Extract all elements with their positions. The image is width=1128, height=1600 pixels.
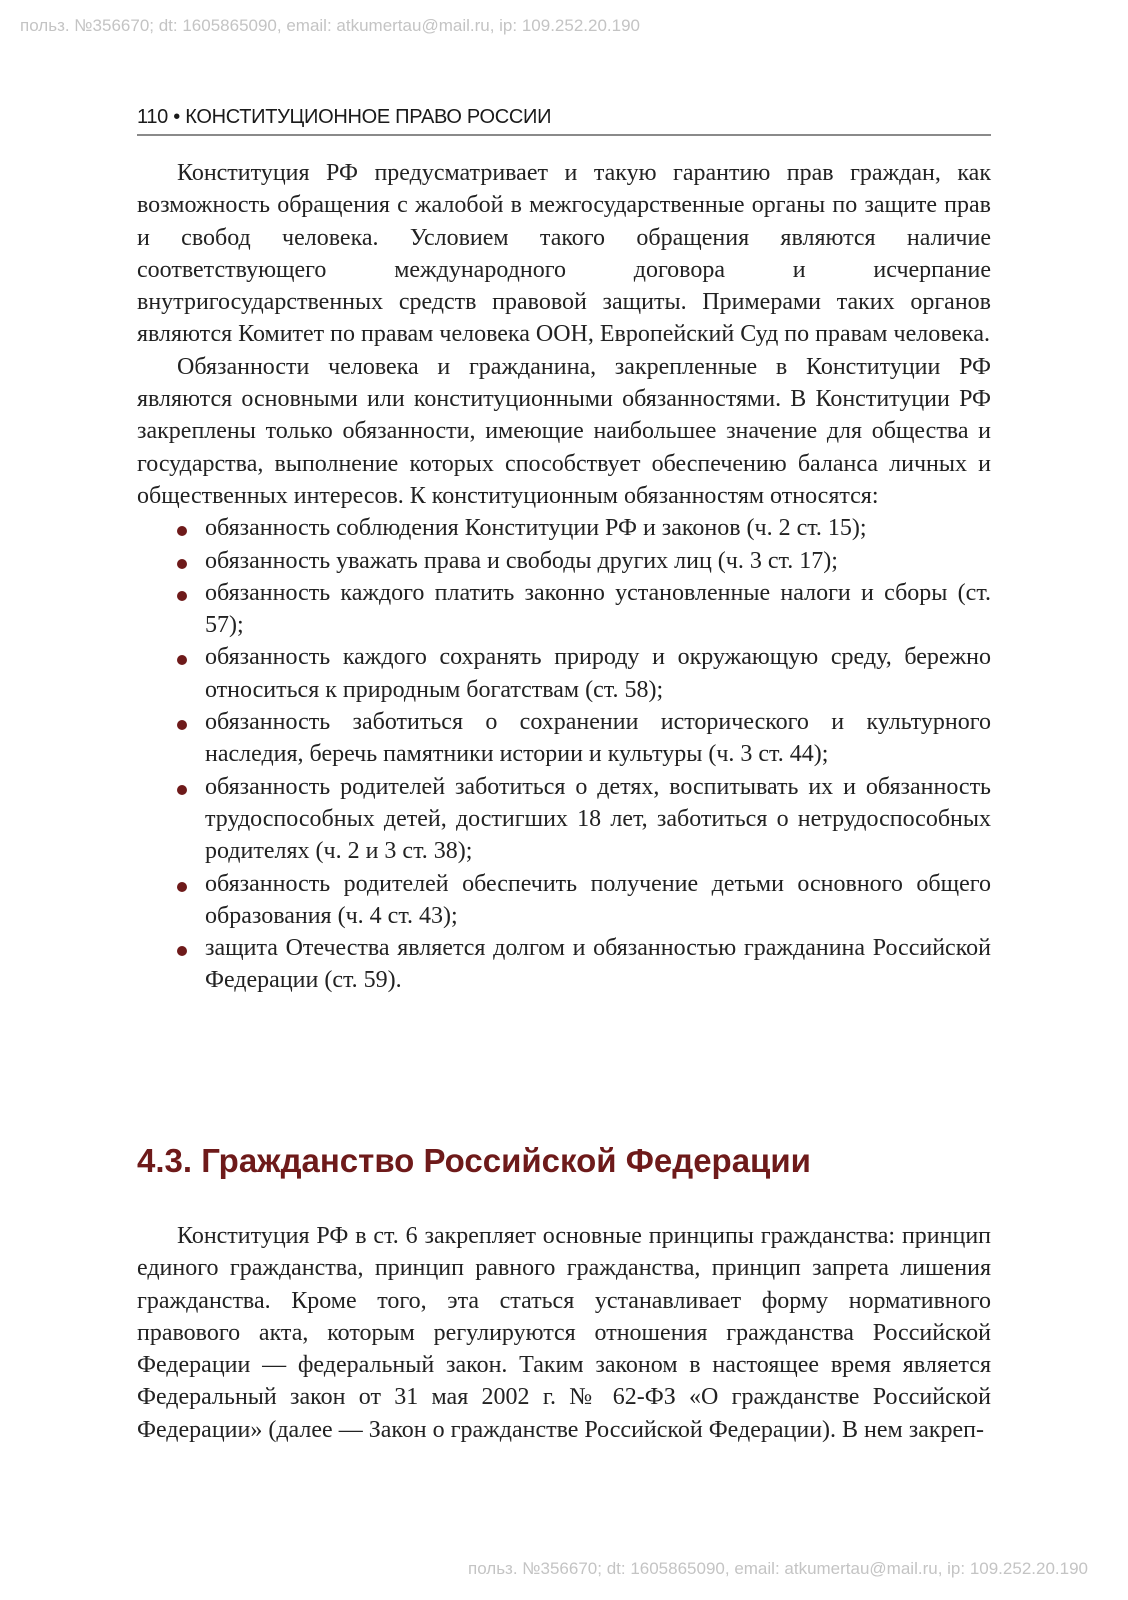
watermark-bottom: польз. №356670; dt: 1605865090, email: atkumertau@mail.ru, ip: 109.252.20.190 [467, 1559, 1088, 1578]
main-text-top [137, 157, 991, 997]
duties-list [137, 512, 991, 996]
list-item-text: обязанность родителей заботиться о детях, воспитывать их и обязанность трудоспособных детей, достигших 18 лет, заботиться о нетрудоспособных родителях (ч. 2 и 3 ст. 38); [205, 773, 991, 865]
list-item [137, 706, 991, 771]
list-item [137, 545, 991, 577]
paragraph-constitutional-duties: Обязанности человека и гражданина, закрепленные в Конституции РФ являются основными или конституционными обязанностями. В Конституции РФ закреплены только обязанности, имеющие наибольшее значение для общества и государства, выполнение которых способствует обеспечению баланса личных и общественных интересов. К конституционным обязанностям относятся: [137, 353, 991, 509]
list-item-text: обязанность соблюдения Конституции РФ и законов (ч. 2 ст. 15); [205, 515, 867, 542]
list-item-text: обязанность каждого сохранять природу и окружающую среду, бережно относиться к природным богатствам (ст. 58); [205, 644, 991, 703]
bullet-icon [177, 720, 187, 730]
list-item-text: обязанность каждого платить законно установленные налоги и сборы (ст. 57); [205, 579, 991, 639]
bullet-icon [177, 526, 187, 536]
bullet-icon [177, 591, 187, 601]
bullet-icon [177, 559, 187, 569]
section-heading: 4.3. Гражданство Российской Федерации [137, 1142, 811, 1179]
bullet-icon [177, 785, 187, 795]
running-header: 110 • КОНСТИТУЦИОННОЕ ПРАВО РОССИИ [137, 106, 991, 136]
bullet-icon [177, 882, 187, 892]
list-item-text: защита Отечества является долгом и обязанностью гражданина Российской Федерации (ст. 59). [205, 935, 991, 994]
bullet-icon [177, 946, 187, 956]
list-item [137, 512, 991, 544]
paragraph-rights-guarantee: Конституция РФ предусматривает и такую гарантию прав граждан, как возможность обращения с жалобой в межгосударственные органы по защите прав и свобод человека. Условием такого обращения являются наличие соответствующего международного договора и исчерпание внутригосударственных средств правовой защиты. Примерами таких органов являются Комитет по правам человека ООН, Европейский Суд по правам человека. [137, 160, 991, 348]
list-item [137, 932, 991, 997]
list-item-text: обязанность заботиться о сохранении исторического и культурного наследия, беречь памятники истории и культуры (ч. 3 ст. 44); [205, 709, 991, 768]
main-text-bottom [137, 1220, 991, 1446]
list-item [137, 868, 991, 933]
paragraph-citizenship: Конституция РФ в ст. 6 закрепляет основные принципы гражданства: принцип единого гражданства, принцип равного гражданства, принцип запрета лишения гражданства. Кроме того, эта статься устанавливает форму нормативного правового акта, которым регулируются отношения гражданства Российской Федерации — федеральный закон. Таким законом в настоящее время является Федеральный закон от 31 мая 2002 г. № 62-ФЗ «О гражданстве Российской Федерации» (далее — Закон о гражданстве Российской Федерации). В нем закреп- [137, 1223, 991, 1443]
list-item-text: обязанность уважать права и свободы других лиц (ч. 3 ст. 17); [205, 547, 838, 574]
bullet-icon [177, 655, 187, 665]
list-item [137, 641, 991, 706]
watermark-top: польз. №356670; dt: 1605865090, email: atkumertau@mail.ru, ip: 109.252.20.190 [20, 16, 641, 35]
list-item-text: обязанность родителей обеспечить получение детьми основного общего образования (ч. 4 ст. 43); [205, 870, 991, 929]
list-item [137, 771, 991, 868]
list-item [137, 577, 991, 642]
